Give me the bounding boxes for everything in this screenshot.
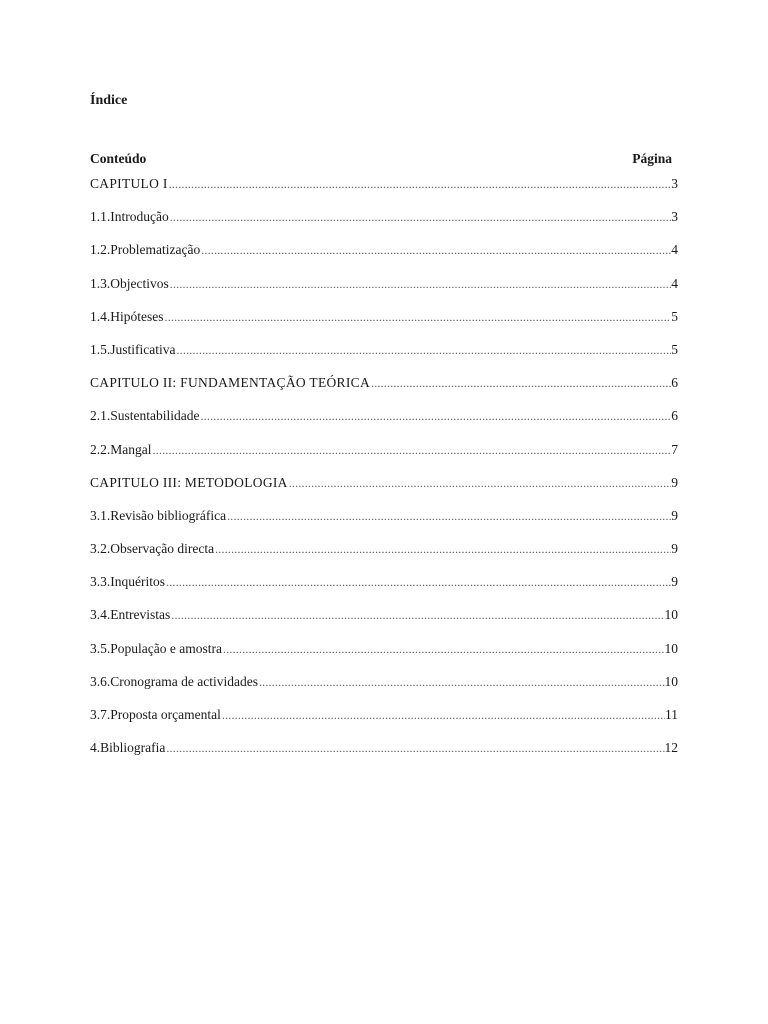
- dot-leader: [170, 277, 672, 292]
- toc-entry-page: 3: [671, 176, 678, 191]
- toc-entry-cronograma[interactable]: [90, 674, 678, 707]
- dot-leader: [371, 376, 671, 391]
- dot-leader: [227, 509, 671, 524]
- toc-entry-label: CAPITULO I: [90, 176, 168, 191]
- toc-entry-hipoteses[interactable]: [90, 309, 678, 342]
- dot-leader: [153, 443, 672, 458]
- table-of-contents: [90, 176, 678, 773]
- toc-entry-label: 4.Bibliografia: [90, 740, 166, 756]
- toc-entry-page: 11: [665, 707, 678, 722]
- toc-entry-objectivos[interactable]: [90, 276, 678, 309]
- toc-header-page-label: Página: [632, 151, 672, 166]
- toc-entry-page: 5: [671, 308, 678, 324]
- toc-entry-bibliografia[interactable]: [90, 740, 678, 773]
- toc-entry-label: 3.6.Cronograma de actividades: [90, 673, 258, 689]
- toc-entry-entrevistas[interactable]: [90, 607, 678, 640]
- toc-entry-page: 9: [671, 541, 678, 557]
- dot-leader: [201, 243, 671, 258]
- dot-leader: [176, 343, 671, 358]
- dot-leader: [171, 608, 664, 623]
- toc-entry-populacao-e-amostra[interactable]: [90, 641, 678, 674]
- toc-entry-label: 1.5.Justificativa: [90, 341, 176, 357]
- toc-entry-introducao[interactable]: [90, 209, 678, 242]
- toc-header-content-label: Conteúdo: [90, 151, 147, 166]
- dot-leader: [223, 642, 665, 657]
- toc-entry-page: 3: [671, 209, 678, 225]
- toc-entry-label: 1.4.Hipóteses: [90, 308, 164, 324]
- toc-entry-page: 4: [671, 275, 678, 291]
- dot-leader: [170, 210, 672, 225]
- dot-leader: [165, 310, 672, 325]
- page-title: Índice: [90, 93, 128, 108]
- toc-entry-page: 9: [671, 507, 678, 523]
- dot-leader: [215, 542, 671, 557]
- dot-leader: [200, 409, 671, 424]
- toc-entry-justificativa[interactable]: [90, 342, 678, 375]
- toc-entry-page: 6: [671, 375, 678, 391]
- dot-leader: [169, 177, 672, 192]
- dot-leader: [166, 575, 671, 590]
- toc-entry-proposta-orcamental[interactable]: [90, 707, 678, 740]
- toc-entry-label: 3.5.População e amostra: [90, 640, 222, 656]
- toc-entry-label: 3.3.Inquéritos: [90, 574, 165, 590]
- toc-entry-page: 9: [671, 474, 678, 490]
- toc-entry-revisao-bibliografica[interactable]: [90, 508, 678, 541]
- toc-entry-label: 3.1.Revisão bibliográfica: [90, 507, 227, 523]
- dot-leader: [259, 675, 665, 690]
- toc-entry-inqueritos[interactable]: [90, 574, 678, 607]
- toc-entry-label: 3.7.Proposta orçamental: [90, 707, 221, 722]
- toc-entry-capitulo-1[interactable]: [90, 176, 678, 209]
- toc-entry-label: 3.4.Entrevistas: [90, 607, 171, 623]
- toc-entry-page: 4: [671, 242, 678, 258]
- toc-entry-page: 10: [664, 607, 678, 623]
- toc-entry-page: 9: [671, 574, 678, 590]
- toc-entry-page: 7: [671, 441, 678, 457]
- toc-entry-page: 6: [671, 408, 678, 424]
- toc-entry-mangal[interactable]: [90, 442, 678, 475]
- toc-entry-page: 10: [664, 640, 678, 656]
- dot-leader: [166, 741, 664, 756]
- toc-entry-label: 1.2.Problematização: [90, 242, 201, 258]
- toc-entry-label: CAPITULO III: METODOLOGIA: [90, 474, 288, 490]
- toc-entry-label: 1.3.Objectivos: [90, 275, 169, 291]
- toc-entry-capitulo-3[interactable]: [90, 475, 678, 508]
- toc-entry-label: CAPITULO II: FUNDAMENTAÇÃO TEÓRICA: [90, 375, 370, 391]
- toc-entry-label: 2.1.Sustentabilidade: [90, 408, 200, 424]
- toc-entry-page: 12: [664, 740, 678, 756]
- dot-leader: [222, 708, 665, 723]
- toc-entry-observacao-directa[interactable]: [90, 541, 678, 574]
- toc-entry-problematizacao[interactable]: [90, 242, 678, 275]
- dot-leader: [289, 476, 672, 491]
- toc-entry-sustentabilidade[interactable]: [90, 408, 678, 441]
- toc-entry-label: 2.2.Mangal: [90, 441, 152, 457]
- toc-entry-page: 5: [671, 341, 678, 357]
- toc-entry-label: 1.1.Introdução: [90, 209, 169, 225]
- toc-entry-capitulo-2[interactable]: [90, 375, 678, 408]
- toc-entry-page: 10: [664, 673, 678, 689]
- toc-entry-label: 3.2.Observação directa: [90, 541, 215, 557]
